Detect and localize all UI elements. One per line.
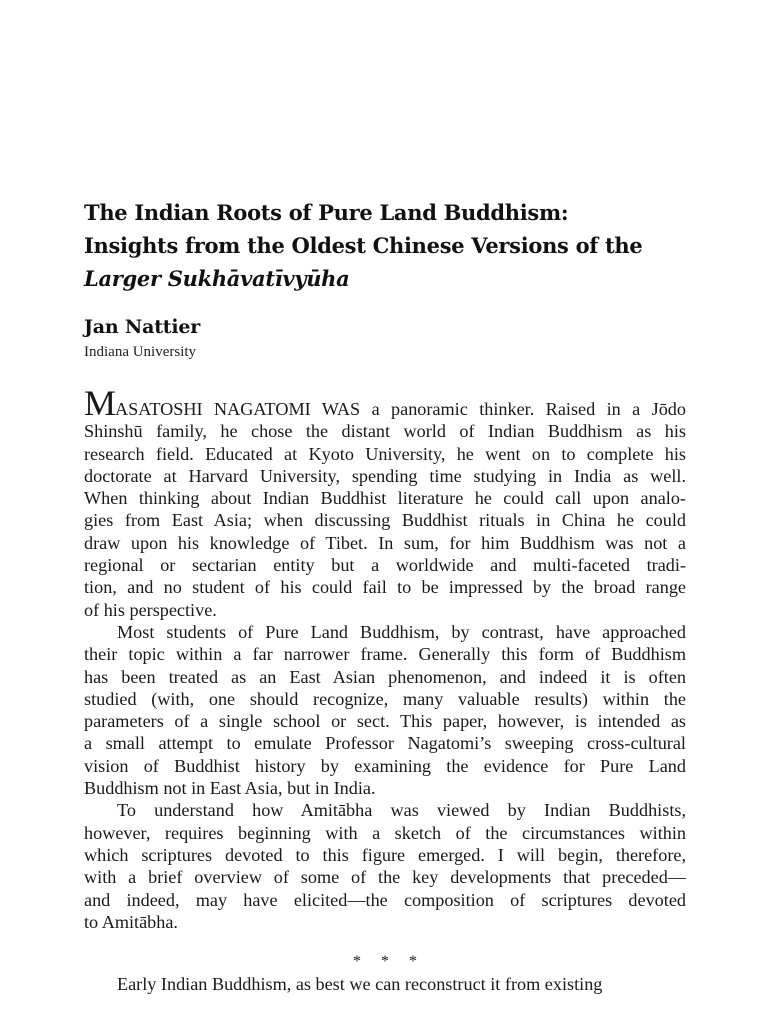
p3-line-6: to Amitābha. — [84, 911, 178, 932]
p2-line-1: Most students of Pure Land Buddhism, by contrast, have approached — [117, 621, 686, 642]
p2-line-2: their topic within a far narrower frame. Generally this form of Buddhism — [84, 644, 686, 665]
article-body — [84, 383, 686, 995]
author-affiliation: Indiana University — [84, 344, 197, 360]
paper-page — [84, 196, 686, 995]
p3-line-5: and indeed, may have elicited—the composition of scriptures devoted — [84, 889, 686, 910]
title-line-1: The Indian Roots of Pure Land Buddhism: — [84, 200, 569, 225]
paragraph-3 — [84, 799, 686, 933]
p1-line-3: research field. Educated at Kyoto University, he went on to complete his — [84, 443, 686, 464]
p2-line-6: a small attempt to emulate Professor Nagatomi’s sweeping cross-cultural — [84, 733, 686, 754]
p3-line-1: To understand how Amitābha was viewed by Indian Buddhists, — [117, 800, 686, 821]
p1-line-9: tion, and no student of his could fail to be impressed by the broad range — [84, 577, 686, 598]
p3-line-2: however, requires beginning with a sketch of the circumstances within — [84, 822, 686, 843]
drop-cap: M — [84, 383, 116, 423]
p1-line-1: MASATOSHI NAGATOMI WAS a panoramic thinker. Raised in a Jōdo — [84, 383, 686, 423]
p3-line-4: with a brief overview of some of the key developments that preceded— — [84, 867, 686, 888]
paragraph-1 — [84, 383, 686, 621]
p1-line-6: gies from East Asia; when discussing Buddhist rituals in China he could — [84, 510, 686, 531]
p1-line-5: When thinking about Indian Buddhist literature he could call upon analo- — [84, 488, 686, 509]
p1-line-10: of his perspective. — [84, 599, 217, 620]
author-name: Jan Nattier — [84, 316, 201, 338]
paragraph-2 — [84, 621, 686, 799]
p1-line-4: doctorate at Harvard University, spending time studying in India as well. — [84, 465, 686, 486]
p3-line-3: which scriptures devoted to this figure emerged. I will begin, therefore, — [84, 844, 686, 865]
title-line-2: Insights from the Oldest Chinese Versions of the — [84, 233, 643, 258]
paragraph-4 — [84, 973, 686, 995]
p1-line-8: regional or sectarian entity but a worldwide and multi-faceted tradi- — [84, 555, 686, 576]
p2-line-8: Buddhism not in East Asia, but in India. — [84, 778, 376, 799]
title-line-3: Larger Sukhāvatīvyūha — [84, 266, 350, 291]
p4-line-1: Early Indian Buddhism, as best we can reconstruct it from existing — [117, 974, 603, 995]
p2-line-4: studied (with, one should recognize, many valuable results) within the — [84, 688, 686, 709]
p2-line-3: has been treated as an East Asian phenomenon, and indeed it is often — [84, 666, 686, 687]
p1-line-2: Shinshū family, he chose the distant world of Indian Buddhism as his — [84, 421, 686, 442]
article-title — [84, 196, 686, 295]
section-separator: * * * — [353, 953, 425, 971]
p2-line-5: parameters of a single school or sect. This paper, however, is intended as — [84, 711, 686, 732]
p1-line-7: draw upon his knowledge of Tibet. In sum, for him Buddhism was not a — [84, 532, 686, 553]
p2-line-7: vision of Buddhist history by examining the evidence for Pure Land — [84, 755, 686, 776]
